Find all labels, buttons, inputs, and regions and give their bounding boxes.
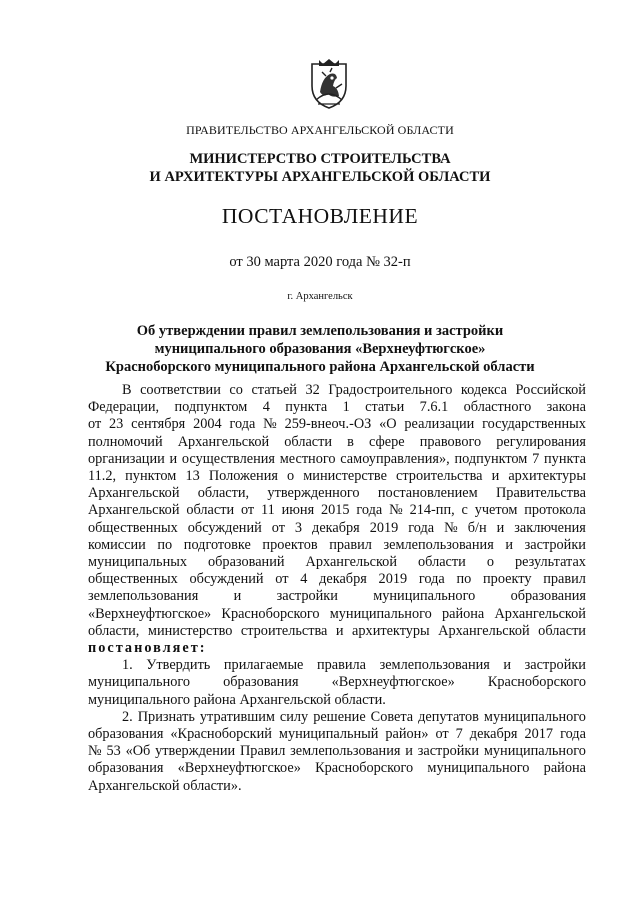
text-word: 214-пп,: [409, 502, 455, 519]
text-line: [88, 451, 586, 468]
text-word: области,: [88, 622, 140, 639]
text-word: области: [418, 554, 466, 571]
text-word: землепользования: [379, 657, 490, 674]
text-line: [88, 743, 586, 760]
text-word: застройки: [276, 588, 338, 605]
text-word: 4: [262, 399, 270, 416]
text-line: [88, 537, 586, 554]
text-word: декабря: [312, 519, 360, 536]
text-word: 2.: [122, 708, 133, 725]
ministry-line-2: И АРХИТЕКТУРЫ АРХАНГЕЛЬСКОЙ ОБЛАСТИ: [149, 169, 491, 185]
text-word: Красноборского: [221, 605, 320, 622]
text-word: результатах: [515, 554, 586, 571]
text-word: 13: [185, 468, 200, 485]
text-word: правил: [543, 571, 586, 588]
text-word: соответствии: [140, 382, 221, 398]
text-line: [88, 520, 586, 537]
text-word: министерство: [147, 622, 233, 639]
text-line: [88, 571, 586, 588]
text-word: 2017: [524, 726, 554, 743]
text-word: строительства: [396, 468, 483, 485]
text-word: землепользования: [383, 536, 494, 553]
text-word: Архангельской: [88, 502, 180, 519]
coat-of-arms-icon: [306, 58, 352, 110]
text-word: области: [284, 433, 333, 450]
text-word: прилагаемые: [223, 657, 304, 674]
text-word: №: [389, 502, 403, 519]
text-word: общественных: [88, 571, 178, 588]
text-word: муниципальный: [278, 726, 379, 743]
text-word: от: [435, 726, 449, 743]
text-word: 2019: [378, 571, 408, 588]
ministry-line-1: МИНИСТЕРСТВО СТРОИТЕЛЬСТВА: [189, 151, 451, 167]
text-word: и: [405, 743, 413, 760]
text-word: и: [169, 450, 178, 467]
text-word: подпунктом: [454, 450, 528, 467]
text-word: постановлением: [377, 485, 478, 502]
text-word: пункта: [544, 450, 586, 467]
text-word: муниципального района Архангельской области.: [88, 691, 386, 708]
text-line: [88, 726, 586, 743]
text-word: от: [240, 502, 255, 519]
text-word: сфере: [369, 433, 405, 450]
text-word: Архангельской: [438, 622, 530, 639]
text-word: силу: [279, 708, 309, 725]
text-word: обсуждений: [189, 571, 264, 588]
text-line: [88, 709, 586, 726]
text-word: 259-внеоч.-ОЗ: [284, 416, 372, 433]
text-word: «Красноборский: [170, 726, 272, 743]
text-word: и: [505, 536, 514, 553]
text-word: образований: [208, 554, 285, 571]
text-word: Признать: [137, 708, 195, 725]
text-word: по: [157, 536, 173, 553]
text-word: муниципального: [483, 708, 586, 725]
paragraph-item-1: [88, 657, 586, 709]
text-word: года: [560, 726, 586, 743]
text-word: Архангельской: [305, 554, 397, 571]
text-word: области: [538, 622, 586, 639]
text-word: самоуправления»,: [340, 450, 450, 467]
text-word: района: [543, 760, 586, 777]
text-word: архитектуры: [508, 468, 586, 485]
text-word: 2015: [320, 502, 350, 519]
text-line: [88, 623, 586, 640]
text-word: от: [275, 571, 289, 588]
text-line: [88, 692, 586, 709]
text-word: «О: [379, 416, 397, 433]
document-type: ПОСТАНОВЛЕНИЕ: [221, 204, 419, 228]
text-word: по: [456, 571, 472, 588]
text-line: [88, 382, 586, 399]
text-word: о: [486, 554, 494, 571]
text-word: Красноборского: [315, 760, 414, 777]
text-word: и: [335, 622, 344, 639]
text-word: района: [441, 605, 485, 622]
text-word: Архангельской: [177, 433, 270, 450]
text-word: 2019: [369, 519, 399, 536]
text-word: и: [491, 468, 500, 485]
text-word: 11.2,: [88, 468, 117, 485]
text-word: общественных: [88, 519, 178, 536]
text-word: утвержденного: [267, 485, 360, 502]
text-word: полномочий: [88, 433, 163, 450]
text-word: кодекса: [460, 382, 507, 398]
text-word: №: [88, 743, 102, 760]
title-line-1: Об утверждении правил землепользования и застройки: [136, 323, 504, 339]
text-word: со: [229, 382, 243, 398]
text-word: области: [186, 502, 235, 519]
date-and-number: от 30 марта 2020 года № 32-п: [229, 254, 411, 270]
text-word: от: [88, 416, 102, 433]
text-word: муниципального: [373, 588, 476, 605]
text-word: проектов: [262, 536, 318, 553]
text-word: 3: [294, 519, 303, 536]
text-word: 32: [305, 382, 320, 398]
text-word: №: [263, 416, 277, 433]
text-word: Правительства: [495, 485, 586, 502]
text-word: сентября: [131, 416, 186, 433]
text-word: Федерации,: [88, 399, 160, 416]
text-word: правила: [316, 657, 366, 674]
text-word: реализации: [404, 416, 475, 433]
text-word: от: [271, 519, 285, 536]
text-word: муниципального: [427, 760, 530, 777]
document-title: [0, 322, 640, 376]
text-word: Архангельской области».: [88, 777, 242, 794]
text-word: 1.: [122, 657, 133, 674]
text-word: года: [418, 571, 445, 588]
text-word: протокола: [524, 502, 586, 519]
text-word: статьи: [365, 399, 405, 416]
text-word: «Об: [125, 743, 151, 760]
text-word: обсуждений: [187, 519, 262, 536]
text-word: застройки: [417, 743, 480, 760]
text-word: 7: [532, 450, 540, 467]
text-word: пунктом: [125, 468, 177, 485]
city: г. Архангельск: [287, 291, 353, 302]
text-line: [88, 416, 586, 433]
text-word: 4: [300, 571, 308, 588]
text-line: [88, 674, 586, 691]
text-word: утратившим: [199, 708, 275, 725]
text-word: декабря: [319, 571, 367, 588]
text-line: [88, 778, 586, 795]
text-word: образования: [510, 588, 586, 605]
text-word: Положения: [208, 468, 278, 485]
text-word: архитектуры: [352, 622, 430, 639]
text-word: Совета: [370, 708, 414, 725]
text-line: [88, 554, 586, 571]
text-word: и: [496, 519, 505, 536]
text-word: «Верхнеуфтюгское»: [177, 760, 301, 777]
title-line-2: муниципального образования «Верхнеуфтюгское»: [154, 341, 486, 357]
title-line-3: Красноборского муниципального района Архангельской области: [105, 359, 535, 375]
text-word: закона: [546, 399, 586, 416]
text-word: образования: [88, 760, 164, 777]
text-word: 23: [109, 416, 124, 433]
text-word: учетом: [474, 502, 518, 519]
text-word: заключения: [514, 519, 586, 536]
text-word: 53: [106, 743, 121, 760]
text-word: б/н: [467, 519, 487, 536]
text-word: №: [444, 519, 458, 536]
text-word: о: [287, 468, 295, 485]
text-word: район»: [385, 726, 429, 743]
text-line: [88, 502, 586, 519]
text-word: комиссии: [88, 536, 146, 553]
text-word: 7: [455, 726, 463, 743]
text-line: [88, 468, 586, 485]
text-word: подготовке: [183, 536, 251, 553]
text-word: статьей: [251, 382, 297, 398]
text-word: утверждении: [155, 743, 236, 760]
text-word: муниципального: [329, 605, 432, 622]
text-word: областного: [463, 399, 532, 416]
text-line: [88, 434, 586, 451]
text-word: и: [233, 588, 242, 605]
text-line: [88, 485, 586, 502]
text-word: регулирования: [496, 433, 586, 450]
text-line: [88, 588, 586, 605]
text-word: декабря: [469, 726, 518, 743]
text-word: года: [356, 502, 383, 519]
text-word: образования: [223, 674, 299, 691]
text-word: государственных: [482, 416, 586, 433]
text-word: 11: [260, 502, 275, 519]
text-word: пункта: [285, 399, 328, 416]
text-word: застройки: [524, 536, 586, 553]
text-word: Архангельской: [494, 605, 586, 622]
text-line: [88, 399, 586, 416]
text-word: в: [347, 433, 354, 450]
text-word: организации: [88, 450, 165, 467]
text-word: Правил: [239, 743, 286, 760]
text-word: решение: [313, 708, 366, 725]
text-word: 1: [342, 399, 350, 416]
text-word: 7.6.1: [419, 399, 449, 416]
text-word: «Верхнеуфтюгское»: [88, 605, 212, 622]
text-line: [88, 640, 586, 657]
text-word: Архангельской: [88, 485, 180, 502]
text-word: года: [408, 519, 435, 536]
text-word: июня: [281, 502, 315, 519]
text-word: местного: [279, 450, 336, 467]
ministry-name: [0, 150, 640, 186]
text-word: Градостроительного: [328, 382, 453, 398]
text-word: Российской: [515, 382, 586, 398]
text-word: строительства: [240, 622, 328, 639]
text-word: с: [461, 502, 468, 519]
text-line: [88, 760, 586, 777]
text-word: министерстве: [303, 468, 387, 485]
text-line: [88, 657, 586, 674]
text-word: образования: [88, 726, 164, 743]
text-word: осуществления: [181, 450, 275, 467]
paragraph-item-2: [88, 709, 586, 795]
text-word: правового: [419, 433, 482, 450]
text-word: «Верхнеуфтюгское»: [331, 674, 455, 691]
text-word: В: [122, 382, 132, 398]
text-word: года: [229, 416, 256, 433]
resolves-word: постановляет:: [88, 640, 207, 657]
text-word: муниципального: [483, 743, 586, 760]
text-word: землепользования: [88, 588, 199, 605]
text-word: Красноборского: [487, 674, 586, 691]
text-word: и: [503, 657, 512, 674]
text-word: подпунктом: [174, 399, 248, 416]
text-word: Утвердить: [146, 657, 211, 674]
text-word: застройки: [524, 657, 586, 674]
text-word: проекту: [483, 571, 532, 588]
text-word: муниципальных: [88, 554, 187, 571]
text-word: землепользования: [290, 743, 401, 760]
text-word: правил: [329, 536, 372, 553]
text-word: 2004: [193, 416, 222, 433]
text-word: области,: [197, 485, 250, 502]
text-line: [88, 606, 586, 623]
paragraph-preamble: [88, 382, 586, 657]
text-word: муниципального: [88, 674, 191, 691]
document-body: [88, 382, 586, 795]
text-word: депутатов: [418, 708, 479, 725]
government-name: ПРАВИТЕЛЬСТВО АРХАНГЕЛЬСКОЙ ОБЛАСТИ: [186, 123, 454, 137]
